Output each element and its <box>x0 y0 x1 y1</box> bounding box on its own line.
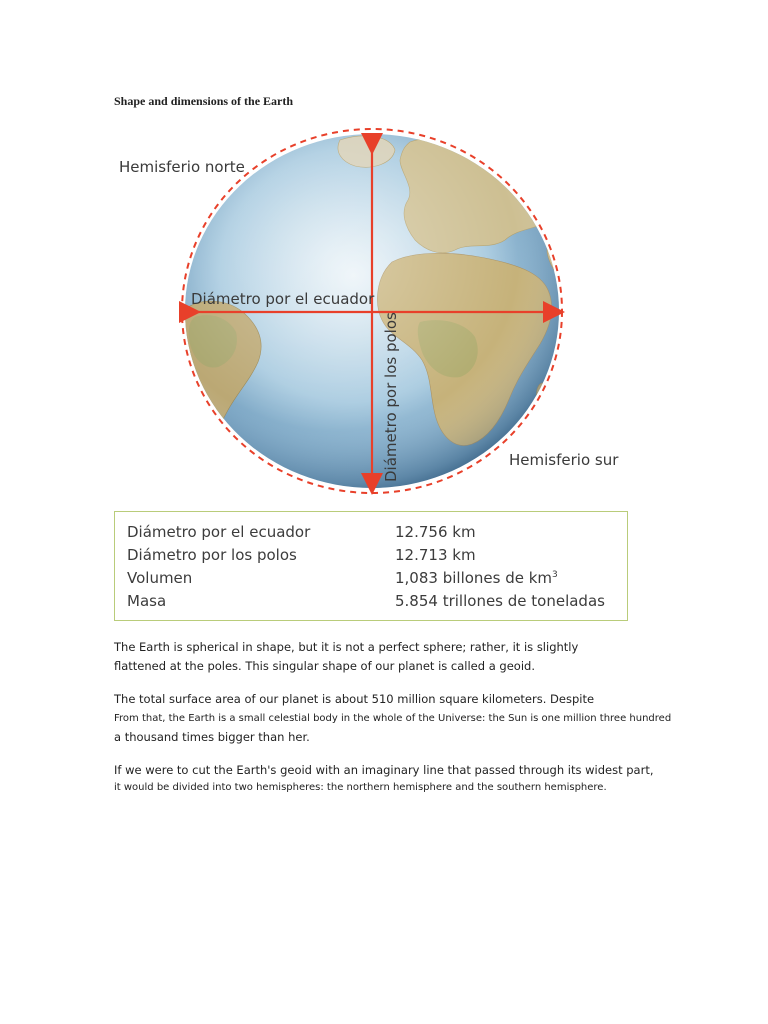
row-value: 12.713 km <box>395 546 476 564</box>
label-equator-diameter: Diámetro por el ecuador <box>191 290 375 308</box>
volume-exponent: 3 <box>552 570 558 580</box>
paragraph-line: it would be divided into two hemispheres: the northern hemisphere and the southern hemisphere. <box>114 782 607 793</box>
row-value <box>395 569 558 587</box>
label-polar-diameter: Diámetro por los polos <box>382 312 400 482</box>
label-northern-hemisphere: Hemisferio norte <box>119 158 245 176</box>
row-label: Diámetro por el ecuador <box>127 523 311 541</box>
earth-dimensions-table <box>114 511 628 621</box>
row-value: 12.756 km <box>395 523 476 541</box>
table-row <box>127 523 627 545</box>
volume-value: 1,083 billones de km <box>395 569 553 587</box>
earth-diagram <box>110 122 650 504</box>
label-southern-hemisphere: Hemisferio sur <box>509 451 619 469</box>
paragraph-line: a thousand times bigger than her. <box>114 730 310 744</box>
earth-figure <box>110 122 650 504</box>
paragraph-line: The total surface area of our planet is about 510 million square kilometers. Despite <box>114 692 595 706</box>
paragraph-line: flattened at the poles. This singular shape of our planet is called a geoid. <box>114 659 535 673</box>
row-label: Volumen <box>127 569 193 587</box>
paragraph-hemispheres <box>114 761 714 795</box>
table-row <box>127 569 627 591</box>
paragraph-shape <box>114 638 714 676</box>
table-row <box>127 592 627 614</box>
paragraph-line: From that, the Earth is a small celestial body in the whole of the Universe: the Sun is one million three hundred <box>114 713 672 724</box>
paragraph-surface <box>114 690 714 747</box>
page-title: Shape and dimensions of the Earth <box>114 94 294 108</box>
row-label: Diámetro por los polos <box>127 546 297 564</box>
paragraph-line: The Earth is spherical in shape, but it is not a perfect sphere; rather, it is slightly <box>114 640 579 654</box>
paragraph-line: If we were to cut the Earth's geoid with an imaginary line that passed through its widest part, <box>114 763 654 777</box>
row-label: Masa <box>127 592 167 610</box>
table-row <box>127 546 627 568</box>
row-value: 5.854 trillones de toneladas <box>395 592 605 610</box>
